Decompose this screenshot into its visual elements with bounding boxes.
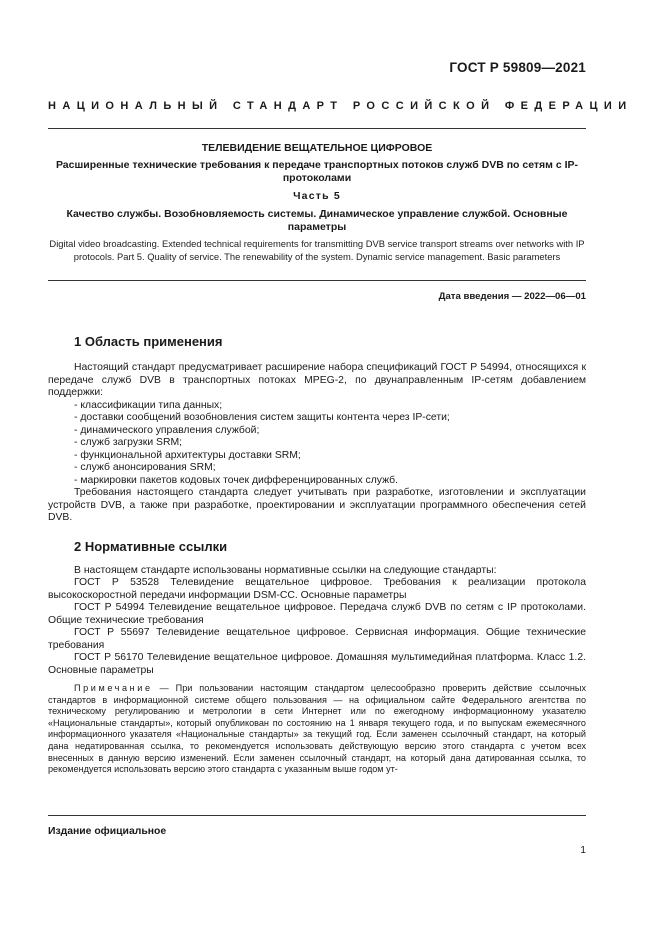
list-item: - служб загрузки SRM; xyxy=(74,437,182,448)
list-item: - служб анонсирования SRM; xyxy=(74,462,216,473)
note-label: Примечание xyxy=(74,683,153,693)
section-2-heading: 2 Нормативные ссылки xyxy=(74,538,228,554)
list-item: - маркировки пакетов кодовых точек дифференцированных служб. xyxy=(74,474,399,486)
footer-divider xyxy=(48,815,586,816)
content xyxy=(48,334,586,776)
reference-item: ГОСТ Р 53528 Телевидение вещательное цифровое. Требования к реализации протокола высокоскоростной передачи информации DSM-CC. Основные параметры xyxy=(48,577,586,601)
title-divider xyxy=(48,280,586,281)
list-item: - классификации типа данных; xyxy=(74,399,223,411)
reference-item: ГОСТ Р 56170 Телевидение вещательное цифровое. Домашняя мультимедийная платформа. Класс 1.2. Основные параметры xyxy=(48,652,586,676)
reference-item: ГОСТ Р 54994 Телевидение вещательное цифровое. Передача служб DVB по сетям с IP протоколами. Общие технические требования xyxy=(48,602,586,626)
title-sub: Расширенные технические требования к передаче транспортных потоков служб DVB по сетям с IP-протоколами xyxy=(55,159,579,184)
note-paragraph xyxy=(48,683,586,776)
top-divider xyxy=(48,128,586,129)
national-standard-heading: НАЦИОНАЛЬНЫЙ СТАНДАРТ РОССИЙСКОЙ ФЕДЕРАЦИИ xyxy=(48,100,633,112)
section-1-closing: Требования настоящего стандарта следует учитывать при разработке, изготовлении и эксплуатации устройств DVB, а также при разработке, проектировании и эксплуатации программного обеспечения сетей DVB. xyxy=(48,487,586,523)
section-2-intro: В настоящем стандарте использованы нормативные ссылки на следующие стандарты: xyxy=(74,564,497,576)
page-number: 1 xyxy=(580,845,586,856)
title-part: Часть 5 xyxy=(293,190,341,202)
title-main: ТЕЛЕВИДЕНИЕ ВЕЩАТЕЛЬНОЕ ЦИФРОВОЕ xyxy=(201,142,433,154)
introduction-date: Дата введения — 2022—06—01 xyxy=(438,291,586,302)
title-quality: Качество службы. Возобновляемость системы. Динамическое управление службой. Основные параметры xyxy=(66,208,568,233)
official-edition-label: Издание официальное xyxy=(48,826,167,837)
title-english: Digital video broadcasting. Extended technical requirements for transmitting DVB service transport streams over networks with IP protocols. Part 5. Quality of service. The renewability of the system. Dynamic service management. Basic parameters xyxy=(49,238,585,262)
note-text: — При пользовании настоящим стандартом целесообразно проверить действие ссылочных стандартов в информационной системе общего пользования — на официальном сайте Федерального агентства по техническому регулированию и метрологии в сети Интернет или по ежегодному информационному указателю «Национальные стандарты», который опубликован по состоянию на 1 января текущего года, и по выпускам ежемесячного информационного указателя «Национальные стандарты» за текущий год. Если заменен ссылочный стандарт, на который дана недатированная ссылка, то рекомендуется использовать действующую версию этого стандарта с учетом всех внесенных в данную версию изменений. Если заменен ссылочный стандарт, на который дана датированная ссылка, то рекомендуется использовать версию этого стандарта с указанным выше годом ут- xyxy=(48,683,586,775)
reference-item: ГОСТ Р 55697 Телевидение вещательное цифровое. Сервисная информация. Общие технические требования xyxy=(48,627,586,651)
section-1-heading: 1 Область применения xyxy=(74,334,223,349)
list-item: - динамического управления службой; xyxy=(74,424,260,436)
list-item: - функциональной архитектуры доставки SRM; xyxy=(74,449,301,461)
section-1-intro: Настоящий стандарт предусматривает расширение набора спецификаций ГОСТ Р 54994, относящихся к передаче служб DVB в транспортных потоках MPEG-2, по двунаправленным IP-сетям добавлением поддержки: xyxy=(48,362,586,398)
list-item: - доставки сообщений возобновления систем защиты контента через IP-сети; xyxy=(74,412,450,423)
gost-code: ГОСТ Р 59809—2021 xyxy=(449,60,586,75)
title-block xyxy=(48,142,586,263)
